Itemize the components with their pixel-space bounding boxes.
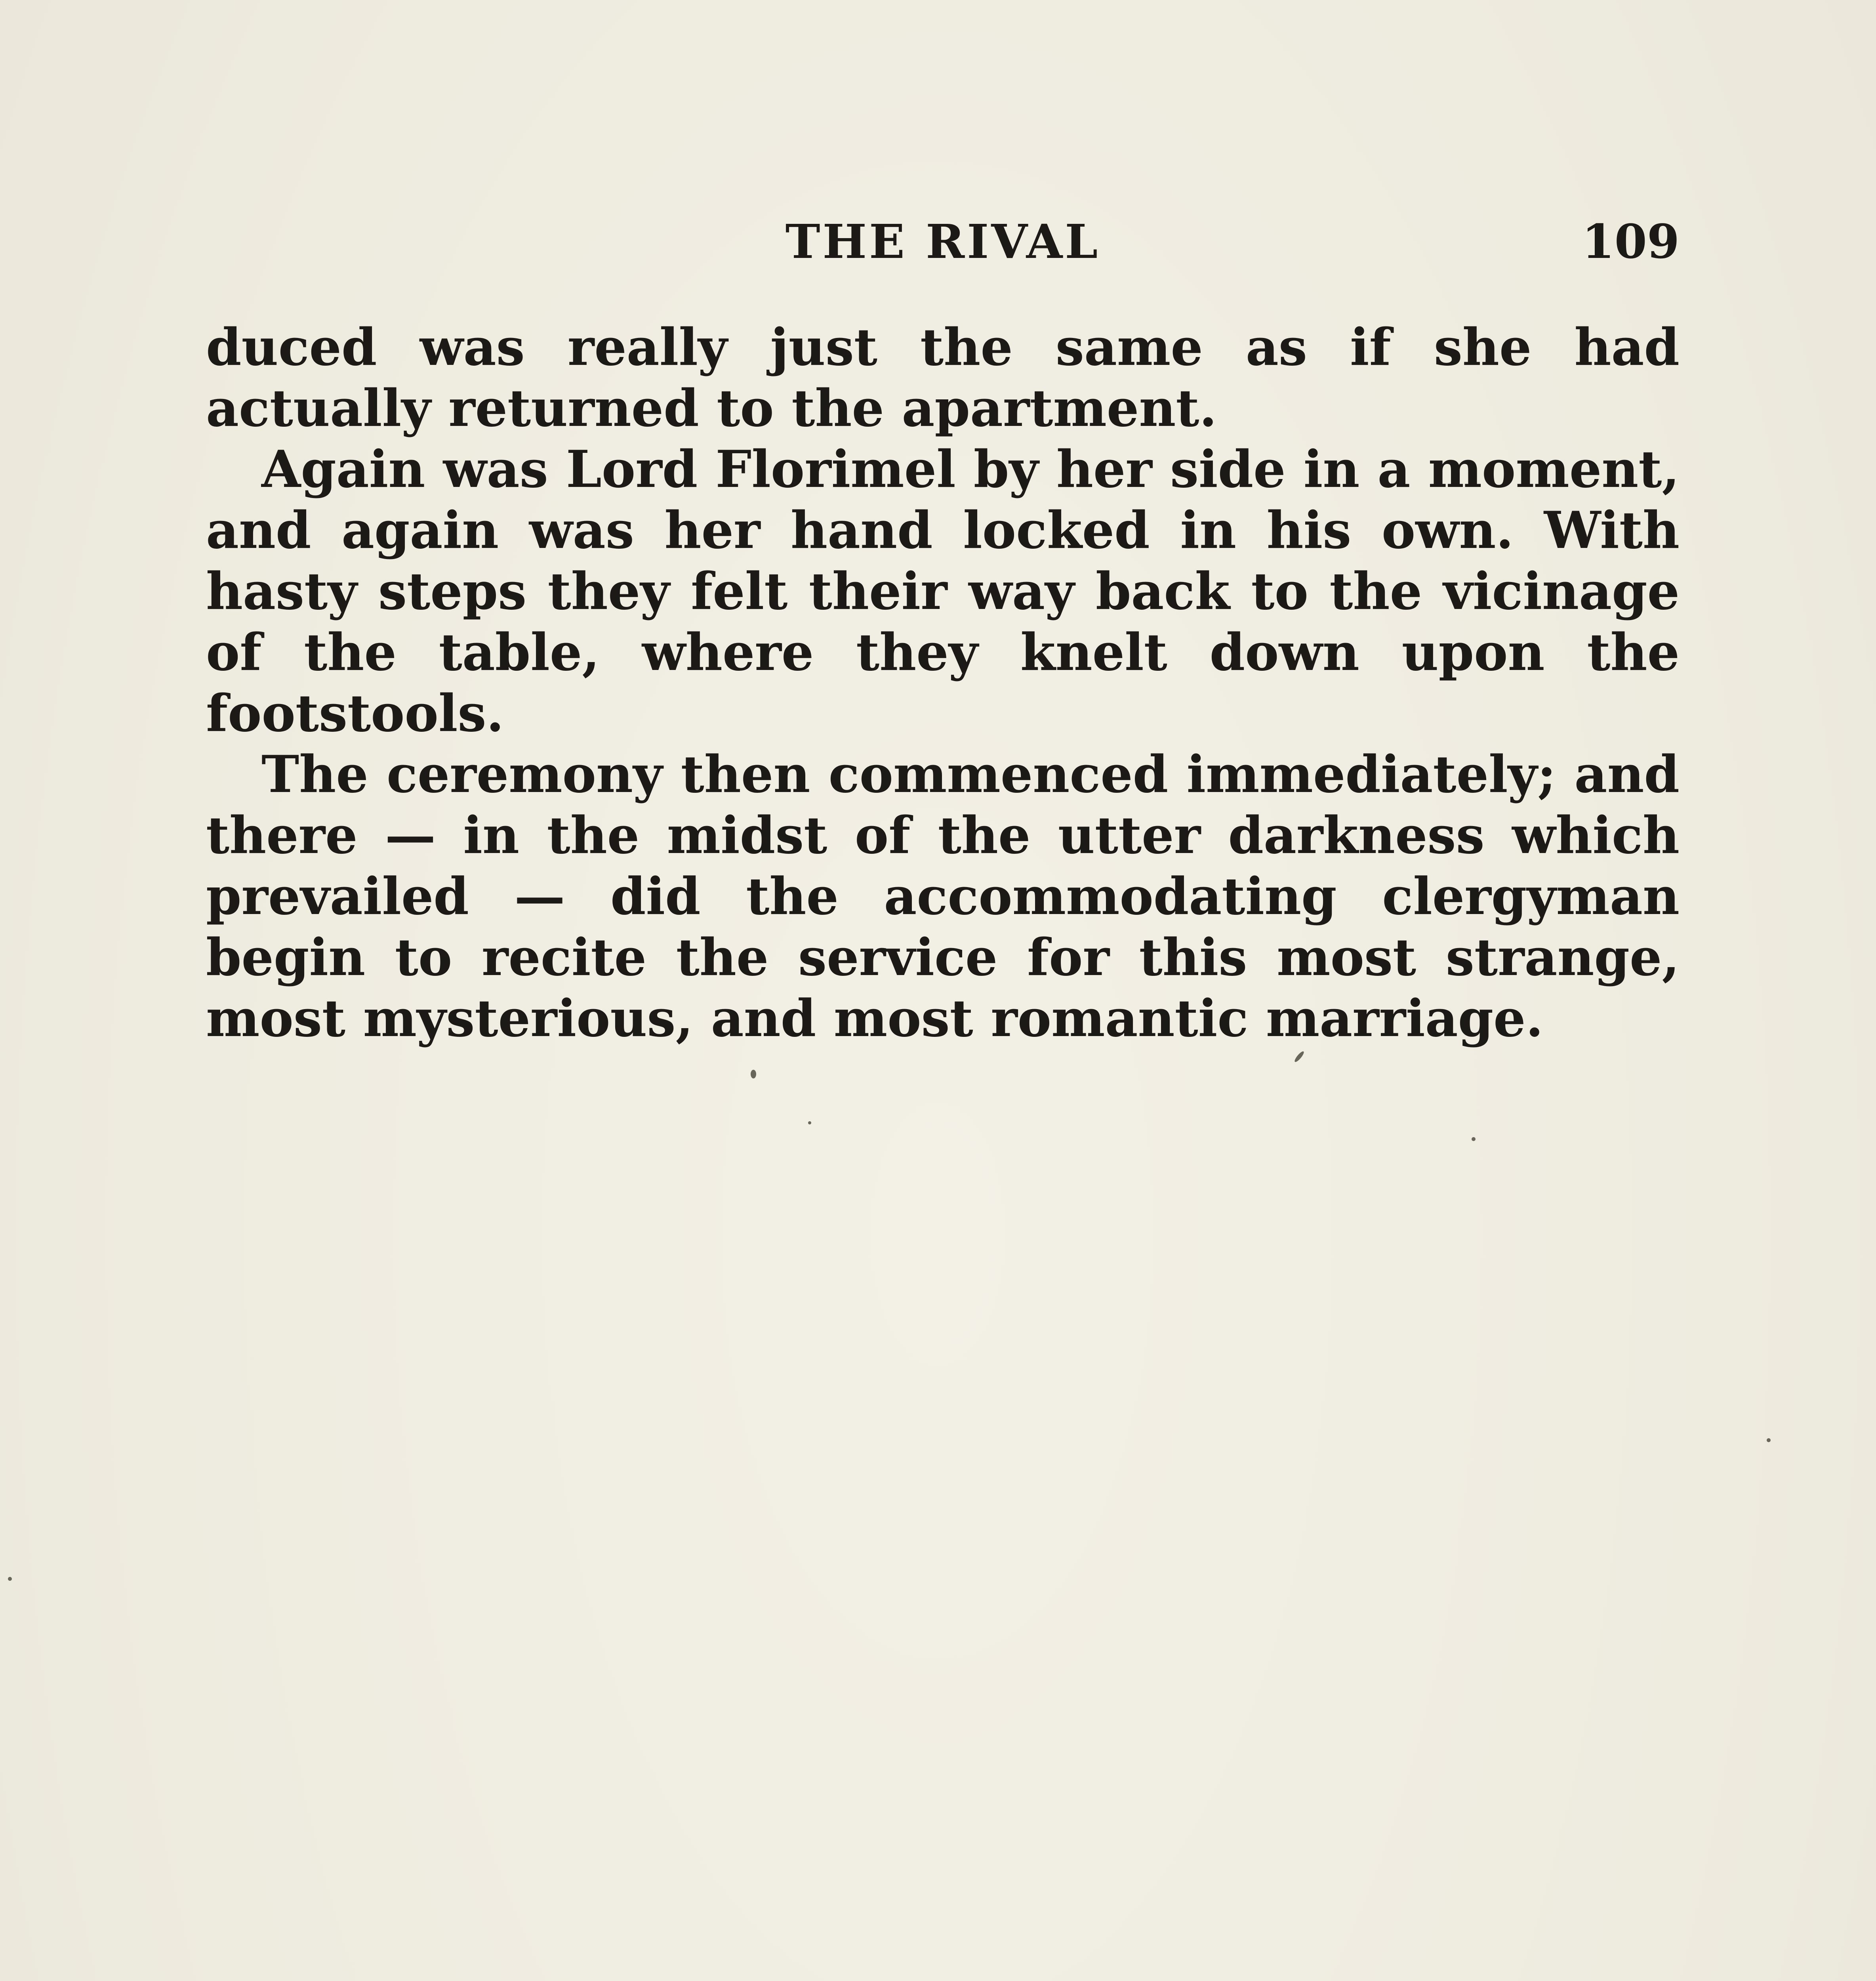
body-text [206,317,1680,1049]
page-number: 109 [1582,214,1680,269]
paragraph-continued: duced was really just the same as if she had actually returned to the apartment. [206,318,1680,438]
running-head [206,214,1680,277]
running-title: THE RIVAL [785,214,1100,269]
paragraph: Again was Lord Florimel by her side in a moment, and again was her hand locked in his own. With hasty steps they felt their way back to the vicinage of the table, where they knelt down upon the footstools. [206,440,1680,743]
paragraph: The ceremony then commenced immediately; and there — in the midst of the utter darkness which prevailed — did the accommodating clergyman begin to recite the service for this most strange, most mysterious, and most romantic marriage. [206,745,1680,1048]
